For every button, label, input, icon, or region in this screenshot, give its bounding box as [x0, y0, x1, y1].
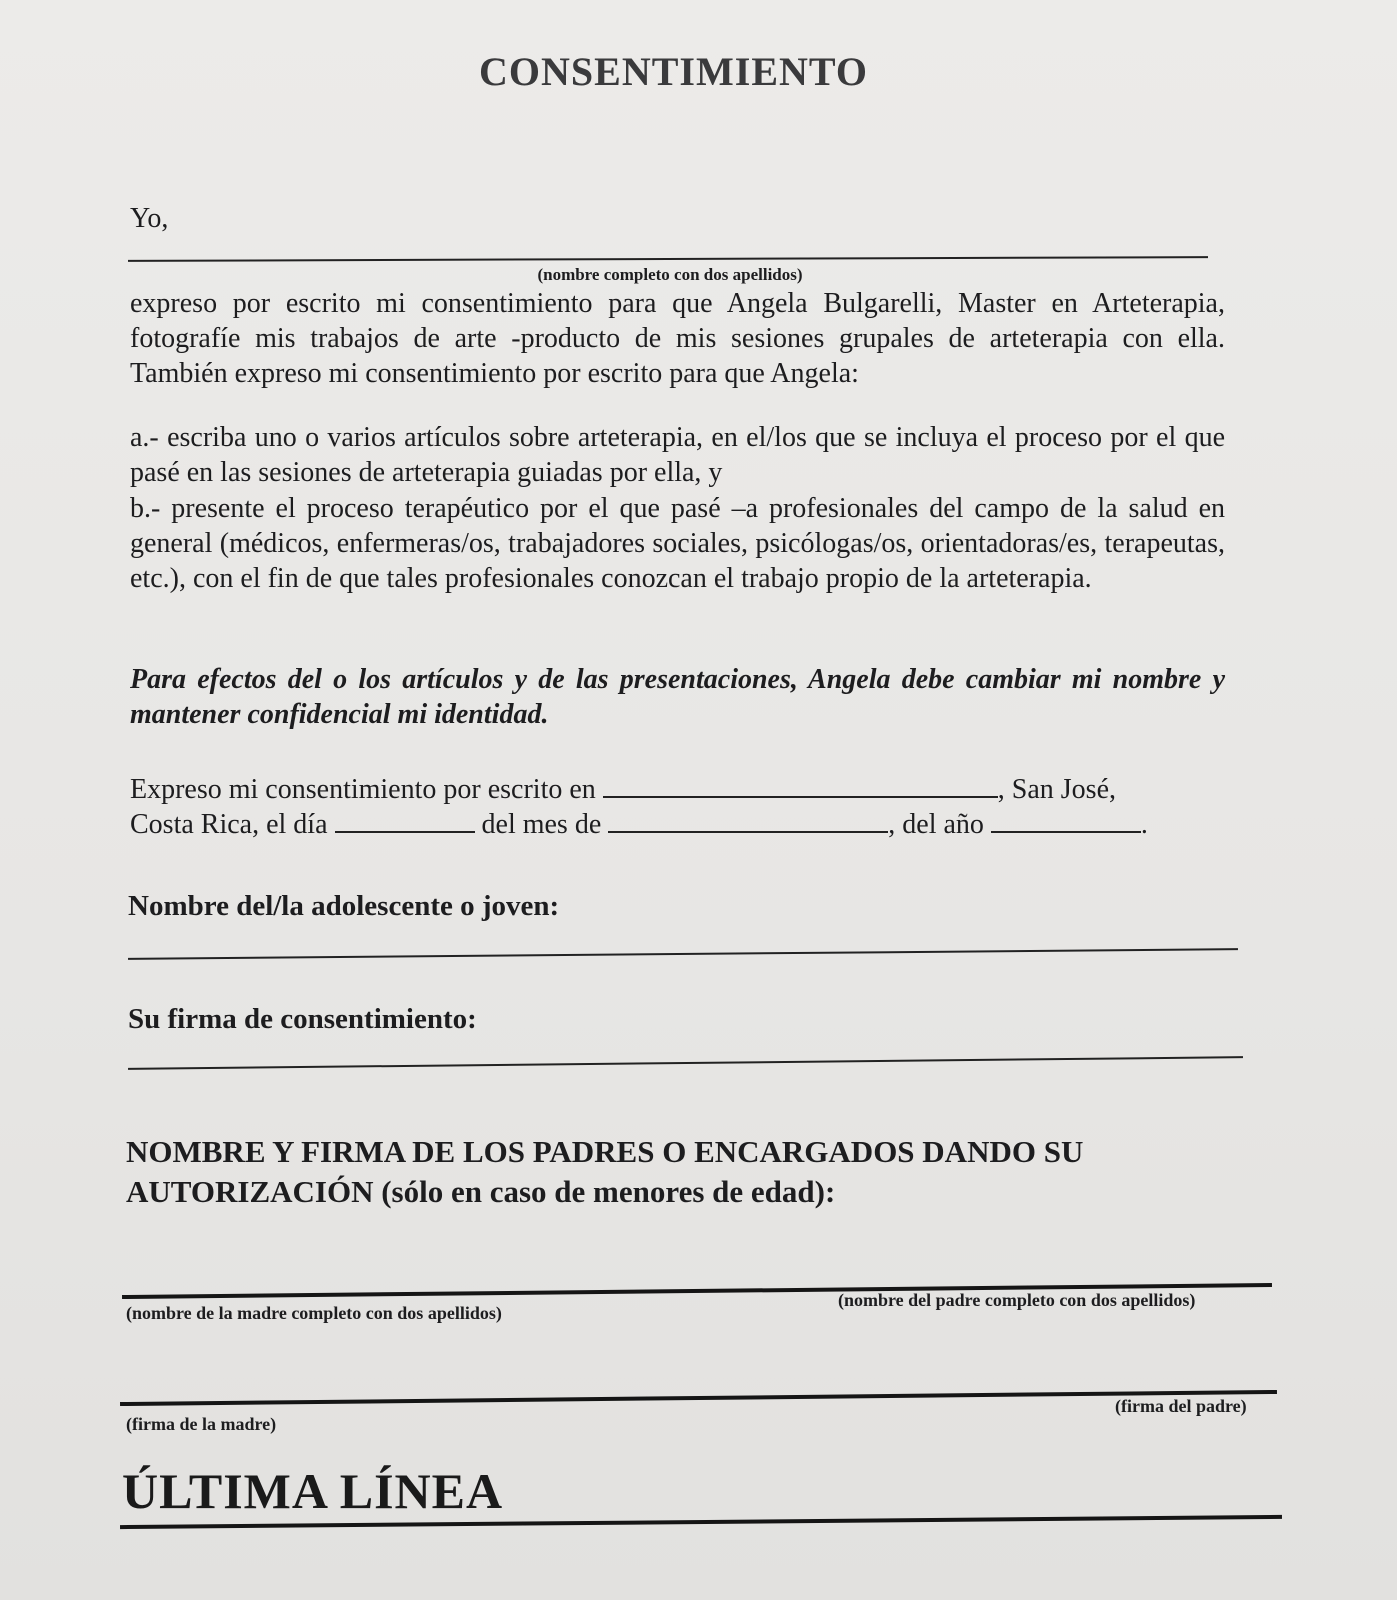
signature-label: Su firma de consentimiento:	[128, 1003, 477, 1035]
full-name-caption: (nombre completo con dos apellidos)	[537, 265, 803, 284]
yo-label: Yo,	[130, 203, 169, 234]
youth-name-line	[128, 948, 1238, 960]
full-name-line	[128, 256, 1208, 262]
consent-paragraph: expreso por escrito mi consentimiento para que Angela Bulgarelli, Master en Arteterapia, fotografíe mis trabajos de arte -producto de mis sesiones grupales de arteterapia con ella. También expreso mi consentimiento por escrito para que Angela:	[130, 288, 1225, 389]
date-text-1: Expreso mi consentimiento por escrito en	[130, 774, 596, 805]
confidentiality-note: Para efectos del o los artículos y de las presentaciones, Angela debe cambiar mi nombre y mantener confidencial mi identidad.	[130, 664, 1225, 730]
place-blank	[603, 774, 998, 798]
date-text-2: , San José,	[997, 774, 1117, 805]
mother-signature-caption: (firma de la madre)	[126, 1414, 277, 1434]
father-name-caption: (nombre del padre completo con dos apellidos)	[838, 1290, 1196, 1310]
item-b: b.- presente el proceso terapéutico por el que pasé –a profesionales del campo de la salud en general (médicos, enfermeras/os, trabajadores sociales, psicólogas/os, orientadoras/es, terapeutas, etc.), con el fin de que tales profesionales conozcan el trabajo propio de la arteterapia.	[130, 493, 1225, 594]
day-blank	[335, 809, 475, 833]
date-text-6: .	[1140, 809, 1148, 840]
mother-name-caption: (nombre de la madre completo con dos apellidos)	[126, 1303, 502, 1323]
date-text-3: Costa Rica, el día	[130, 809, 328, 840]
youth-name-label: Nombre del/la adolescente o joven:	[128, 890, 560, 922]
father-signature-caption: (firma del padre)	[1115, 1396, 1247, 1416]
year-blank	[991, 809, 1141, 833]
date-text-5: , del año	[888, 809, 984, 840]
month-blank	[608, 809, 888, 833]
document-title: CONSENTIMIENTO	[479, 49, 868, 94]
date-statement	[130, 772, 1225, 842]
last-line-heading: ÚLTIMA LÍNEA	[122, 1463, 504, 1519]
signature-line	[128, 1056, 1243, 1070]
parents-signature-line	[120, 1390, 1277, 1406]
parents-heading: NOMBRE Y FIRMA DE LOS PADRES O ENCARGADOS DANDO SU AUTORIZACIÓN (sólo en caso de menores de edad):	[126, 1134, 1084, 1209]
date-text-4: del mes de	[481, 809, 602, 840]
item-a: a.- escriba uno o varios artículos sobre arteterapia, en el/los que se incluya el proceso por el que pasé en las sesiones de arteterapia guiadas por ella, y	[130, 422, 1225, 488]
